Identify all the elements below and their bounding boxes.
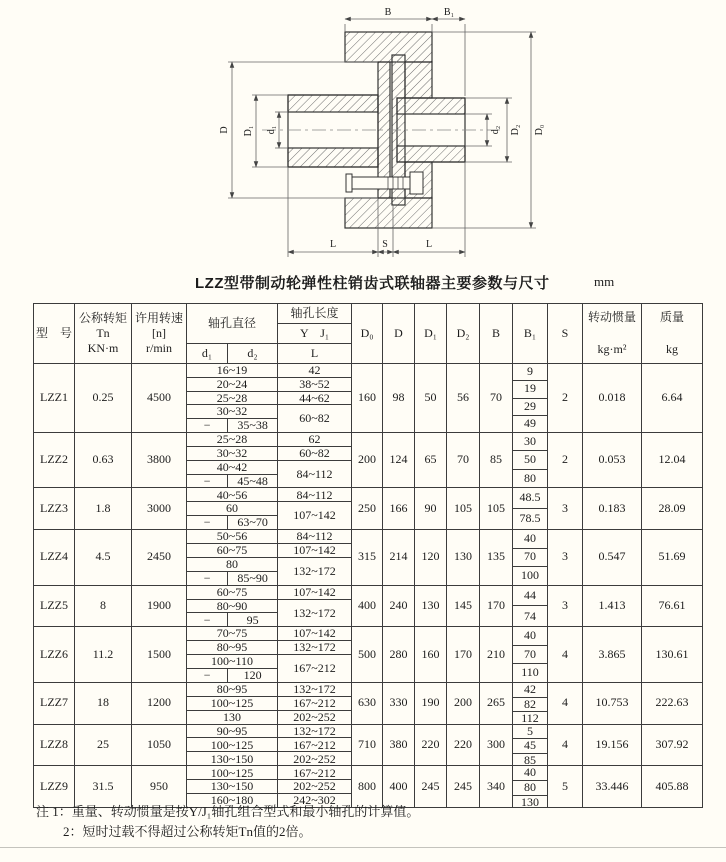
bore-length-value-cell: 44~62 bbox=[278, 391, 351, 405]
B1-value: 40 bbox=[513, 530, 547, 548]
bore-length-value-cell: 107~142 bbox=[293, 508, 336, 523]
bore-length-cell bbox=[187, 585, 352, 627]
S-cell: 5 bbox=[548, 766, 583, 808]
torque-cell: 1.8 bbox=[75, 488, 132, 530]
bore-range-cell: 25~28 bbox=[187, 391, 278, 405]
header-bore-length: 轴孔长度 bbox=[278, 304, 352, 324]
bore-d2-cell: 45~48 bbox=[228, 474, 278, 487]
B1-cell bbox=[513, 585, 548, 627]
header-inertia bbox=[583, 304, 642, 364]
bore-length-cell bbox=[187, 530, 352, 585]
S-cell: 3 bbox=[548, 488, 583, 530]
B1-value: 5 bbox=[513, 725, 547, 740]
D2-cell: 70 bbox=[447, 433, 480, 488]
model-cell: LZZ4 bbox=[34, 530, 75, 585]
bore-length-value-cell: 107~142 bbox=[278, 627, 351, 640]
bore-range-cell: 70~75 bbox=[187, 627, 278, 640]
bottom-rule bbox=[0, 847, 726, 848]
header-d2: d₂ bbox=[228, 344, 278, 364]
S-cell: 3 bbox=[548, 530, 583, 585]
bore-d1-cell: − bbox=[187, 419, 228, 432]
header-D1: D₁ bbox=[415, 304, 447, 364]
header-YJ1: Y J₁ bbox=[278, 324, 352, 344]
bore-length-cell bbox=[187, 627, 352, 682]
speed-cell: 3000 bbox=[132, 488, 187, 530]
bore-length-value-cell: 62 bbox=[278, 433, 351, 446]
B-cell: 340 bbox=[480, 766, 513, 808]
D1-cell: 160 bbox=[415, 627, 447, 682]
mass-cell: 307.92 bbox=[642, 724, 703, 766]
header-torque-line1: 公称转矩 bbox=[78, 311, 127, 325]
D1-cell: 245 bbox=[415, 766, 447, 808]
inertia-cell: 33.446 bbox=[583, 766, 642, 808]
bore-range-cell: 80~90 bbox=[187, 599, 278, 613]
speed-cell: 3800 bbox=[132, 433, 187, 488]
speed-cell: 1050 bbox=[132, 724, 187, 766]
B1-value: 100 bbox=[521, 567, 540, 582]
B-cell: 265 bbox=[480, 682, 513, 724]
B-cell: 70 bbox=[480, 364, 513, 433]
B1-value: 48.5 bbox=[513, 488, 547, 509]
bore-length-value-cell: 132~172 bbox=[293, 563, 336, 578]
B1-value: 44 bbox=[513, 586, 547, 607]
bore-length-value-cell: 60~82 bbox=[278, 446, 351, 460]
B1-cell bbox=[513, 724, 548, 766]
bore-length-value-cell: 42 bbox=[278, 364, 351, 377]
D0-cell: 500 bbox=[352, 627, 383, 682]
model-cell: LZZ5 bbox=[34, 585, 75, 627]
speed-cell: 4500 bbox=[132, 364, 187, 433]
header-L: L bbox=[278, 344, 352, 364]
bore-length-cell bbox=[187, 488, 352, 530]
B1-cell bbox=[513, 488, 548, 530]
bore-range-cell: 130 bbox=[187, 710, 278, 723]
model-cell: LZZ8 bbox=[34, 724, 75, 766]
table-row bbox=[34, 488, 703, 530]
D0-cell: 800 bbox=[352, 766, 383, 808]
mass-cell: 6.64 bbox=[642, 364, 703, 433]
mass-cell: 405.88 bbox=[642, 766, 703, 808]
S-cell: 4 bbox=[548, 682, 583, 724]
header-mass bbox=[642, 304, 703, 364]
unit-label: mm bbox=[594, 274, 615, 289]
D2-cell: 200 bbox=[447, 682, 480, 724]
bore-d2-cell: 35~38 bbox=[228, 419, 278, 432]
bore-length-cell bbox=[187, 364, 352, 433]
table-row bbox=[34, 627, 703, 682]
bore-d2-cell: 85~90 bbox=[228, 571, 278, 584]
inertia-cell: 0.183 bbox=[583, 488, 642, 530]
B1-value: 9 bbox=[513, 364, 547, 381]
D1-cell: 130 bbox=[415, 585, 447, 627]
bore-range-cell: 60~75 bbox=[187, 544, 278, 558]
inertia-cell: 10.753 bbox=[583, 682, 642, 724]
D1-cell: 220 bbox=[415, 724, 447, 766]
note-line-2: 2：短时过载不得超过公称转矩Tn值的2倍。 bbox=[63, 824, 312, 839]
spec-table-body bbox=[34, 364, 703, 808]
B1-value: 130 bbox=[521, 794, 540, 808]
bore-range-cell: 25~28 bbox=[187, 433, 278, 446]
inertia-cell: 0.018 bbox=[583, 364, 642, 433]
bore-d2-cell: 120 bbox=[228, 668, 278, 681]
bore-length-value-cell: 202~252 bbox=[293, 710, 336, 724]
bore-range-cell: 130~150 bbox=[187, 780, 278, 794]
D0-cell: 200 bbox=[352, 433, 383, 488]
table-row bbox=[34, 433, 703, 488]
B1-value: 112 bbox=[521, 711, 539, 725]
B1-value: 40 bbox=[513, 627, 547, 645]
bore-subtable bbox=[187, 586, 351, 627]
B1-value: 70 bbox=[513, 646, 547, 664]
B1-value: 70 bbox=[513, 549, 547, 567]
B1-substack bbox=[513, 488, 547, 529]
bore-subtable bbox=[187, 725, 351, 766]
bore-length-cell bbox=[187, 433, 352, 488]
B1-value: 49 bbox=[524, 415, 537, 430]
header-S: S bbox=[548, 304, 583, 364]
dim-B1-label: B₁ bbox=[443, 7, 455, 18]
bore-range-cell: 160~180 bbox=[187, 794, 278, 807]
model-cell: LZZ2 bbox=[34, 433, 75, 488]
bore-length-value-cell: 107~142 bbox=[278, 586, 351, 599]
bore-d1-cell: − bbox=[187, 516, 228, 529]
torque-cell: 25 bbox=[75, 724, 132, 766]
D1-cell: 90 bbox=[415, 488, 447, 530]
bore-range-cell: 16~19 bbox=[187, 364, 278, 377]
speed-cell: 1200 bbox=[132, 682, 187, 724]
header-mass-line2: kg bbox=[666, 341, 679, 356]
D-cell: 400 bbox=[383, 766, 415, 808]
model-cell: LZZ7 bbox=[34, 682, 75, 724]
D0-cell: 250 bbox=[352, 488, 383, 530]
torque-cell: 18 bbox=[75, 682, 132, 724]
bore-subtable bbox=[187, 530, 351, 584]
notes bbox=[36, 802, 696, 842]
bore-length-value-cell: 242~302 bbox=[293, 793, 336, 808]
speed-cell: 950 bbox=[132, 766, 187, 808]
D0-cell: 710 bbox=[352, 724, 383, 766]
B-cell: 135 bbox=[480, 530, 513, 585]
page-title: LZZ型带制动轮弹性柱销齿式联轴器主要参数与尺寸 bbox=[195, 275, 550, 292]
bore-subtable bbox=[187, 488, 351, 529]
D2-cell: 105 bbox=[447, 488, 480, 530]
D-cell: 166 bbox=[383, 488, 415, 530]
table-row bbox=[34, 724, 703, 766]
B1-substack bbox=[513, 627, 547, 681]
B1-value: 19 bbox=[513, 381, 547, 398]
bore-length-value-cell: 132~172 bbox=[278, 725, 351, 738]
B1-substack bbox=[513, 433, 547, 487]
mass-cell: 222.63 bbox=[642, 682, 703, 724]
header-inertia-line1: 转动惯量 bbox=[588, 309, 637, 324]
table-row bbox=[34, 682, 703, 724]
B1-value: 110 bbox=[521, 665, 539, 680]
D-cell: 214 bbox=[383, 530, 415, 585]
bore-range-cell: 100~110 bbox=[187, 655, 278, 669]
S-cell: 2 bbox=[548, 433, 583, 488]
bore-range-cell: 130~150 bbox=[187, 752, 278, 765]
inertia-cell: 0.053 bbox=[583, 433, 642, 488]
dim-S-label: S bbox=[382, 239, 388, 250]
dim-D1-label: D₁ bbox=[243, 125, 254, 137]
bore-length-value-cell: 60~82 bbox=[299, 411, 330, 426]
bore-range-cell: 40~42 bbox=[187, 460, 278, 474]
table-row bbox=[34, 530, 703, 585]
D2-cell: 245 bbox=[447, 766, 480, 808]
torque-cell: 8 bbox=[75, 585, 132, 627]
bore-length-value-cell: 132~172 bbox=[278, 683, 351, 696]
dim-d1-label: d₁ bbox=[266, 125, 277, 135]
coupling-diagram bbox=[0, 0, 726, 272]
bore-length-cell bbox=[187, 682, 352, 724]
mass-cell: 28.09 bbox=[642, 488, 703, 530]
table-row bbox=[34, 364, 703, 433]
bore-d2-cell: 63~70 bbox=[228, 516, 278, 529]
D0-cell: 160 bbox=[352, 364, 383, 433]
bore-range-cell: 90~95 bbox=[187, 725, 278, 738]
header-d1: d₁ bbox=[187, 344, 228, 364]
torque-cell: 31.5 bbox=[75, 766, 132, 808]
dim-D2-label: D₂ bbox=[510, 124, 521, 136]
bore-range-cell: 30~32 bbox=[187, 446, 278, 460]
header-D2: D₂ bbox=[447, 304, 480, 364]
D1-cell: 120 bbox=[415, 530, 447, 585]
mass-cell: 76.61 bbox=[642, 585, 703, 627]
B1-substack bbox=[513, 364, 547, 432]
speed-cell: 1500 bbox=[132, 627, 187, 682]
speed-cell: 2450 bbox=[132, 530, 187, 585]
torque-cell: 0.25 bbox=[75, 364, 132, 433]
inertia-cell: 0.547 bbox=[583, 530, 642, 585]
inertia-cell: 19.156 bbox=[583, 724, 642, 766]
dim-d2-label: d₂ bbox=[490, 125, 501, 135]
bore-subtable bbox=[187, 627, 351, 681]
B1-value: 30 bbox=[513, 433, 547, 451]
D2-cell: 145 bbox=[447, 585, 480, 627]
bore-length-value-cell: 84~112 bbox=[296, 466, 333, 481]
B1-value: 80 bbox=[524, 470, 537, 485]
bore-range-cell: 80~95 bbox=[187, 683, 278, 696]
B1-cell bbox=[513, 627, 548, 682]
speed-cell: 1900 bbox=[132, 585, 187, 627]
mass-cell: 51.69 bbox=[642, 530, 703, 585]
B1-value: 82 bbox=[513, 698, 547, 713]
header-speed-line2: [n] bbox=[152, 326, 166, 340]
D2-cell: 56 bbox=[447, 364, 480, 433]
B-cell: 300 bbox=[480, 724, 513, 766]
B1-substack bbox=[513, 683, 547, 724]
B-cell: 85 bbox=[480, 433, 513, 488]
bore-range-cell: 30~32 bbox=[187, 405, 278, 419]
bore-range-cell: 100~125 bbox=[187, 766, 278, 779]
inertia-cell: 3.865 bbox=[583, 627, 642, 682]
model-cell: LZZ6 bbox=[34, 627, 75, 682]
bore-length-value-cell: 202~252 bbox=[293, 751, 336, 766]
table-row bbox=[34, 585, 703, 627]
bore-range-cell: 80~95 bbox=[187, 641, 278, 655]
bore-d2-cell: 95 bbox=[228, 613, 278, 626]
bore-length-value-cell: 132~172 bbox=[278, 641, 351, 655]
D2-cell: 130 bbox=[447, 530, 480, 585]
D0-cell: 315 bbox=[352, 530, 383, 585]
bore-length-value-cell: 167~212 bbox=[293, 661, 336, 676]
header-D: D bbox=[383, 304, 415, 364]
D-cell: 124 bbox=[383, 433, 415, 488]
header-torque-line2: Tn bbox=[96, 326, 110, 340]
bore-range-cell: 20~24 bbox=[187, 377, 278, 391]
header-model: 型 号 bbox=[34, 304, 75, 364]
header-B: B bbox=[480, 304, 513, 364]
bore-subtable bbox=[187, 433, 351, 487]
header-mass-line1: 质量 bbox=[660, 309, 685, 324]
B1-value: 50 bbox=[513, 451, 547, 469]
bore-length-value-cell: 84~112 bbox=[278, 530, 351, 543]
D1-cell: 190 bbox=[415, 682, 447, 724]
S-cell: 2 bbox=[548, 364, 583, 433]
dim-D0-label: D₀ bbox=[534, 124, 545, 136]
B1-cell bbox=[513, 433, 548, 488]
dim-D-label: D bbox=[219, 126, 230, 134]
bore-d1-cell: − bbox=[187, 474, 228, 487]
D-cell: 240 bbox=[383, 585, 415, 627]
header-torque-line3: KN·m bbox=[87, 341, 119, 355]
B-cell: 210 bbox=[480, 627, 513, 682]
header-inertia-line2: kg·m² bbox=[597, 341, 627, 356]
header-speed-line3: r/min bbox=[146, 341, 172, 355]
B1-value: 42 bbox=[513, 683, 547, 698]
bore-length-cell bbox=[187, 724, 352, 766]
S-cell: 3 bbox=[548, 585, 583, 627]
D-cell: 380 bbox=[383, 724, 415, 766]
mass-cell: 12.04 bbox=[642, 433, 703, 488]
bore-subtable bbox=[187, 683, 351, 724]
B1-cell bbox=[513, 682, 548, 724]
mass-cell: 130.61 bbox=[642, 627, 703, 682]
B1-cell bbox=[513, 530, 548, 585]
bore-length-value-cell: 167~212 bbox=[278, 738, 351, 752]
bore-length-value-cell: 132~172 bbox=[293, 605, 336, 620]
model-cell: LZZ9 bbox=[34, 766, 75, 808]
B1-value: 80 bbox=[513, 781, 547, 796]
model-cell: LZZ1 bbox=[34, 364, 75, 433]
D-cell: 330 bbox=[383, 682, 415, 724]
B1-substack bbox=[513, 586, 547, 627]
bore-d1-cell: − bbox=[187, 668, 228, 681]
B1-value: 74 bbox=[524, 608, 537, 623]
D2-cell: 220 bbox=[447, 724, 480, 766]
bore-range-cell: 60~75 bbox=[187, 586, 278, 599]
header-bore-diameter: 轴孔直径 bbox=[187, 304, 278, 344]
D1-cell: 50 bbox=[415, 364, 447, 433]
bore-range-cell: 100~125 bbox=[187, 738, 278, 752]
header-speed-line1: 许用转速 bbox=[134, 311, 183, 325]
bore-range-cell: 40~56 bbox=[187, 488, 278, 501]
S-cell: 4 bbox=[548, 627, 583, 682]
D2-cell: 170 bbox=[447, 627, 480, 682]
bore-range-cell: 50~56 bbox=[187, 530, 278, 543]
note-line-1: 注 1：重量、转动惯量是按Y/J₁轴孔组合型式和最小轴孔的计算值。 bbox=[36, 804, 420, 819]
B-cell: 105 bbox=[480, 488, 513, 530]
header-speed bbox=[132, 304, 187, 364]
S-cell: 4 bbox=[548, 724, 583, 766]
B1-value: 85 bbox=[524, 753, 537, 766]
D1-cell: 65 bbox=[415, 433, 447, 488]
B1-value: 45 bbox=[513, 739, 547, 754]
bore-range-cell: 60 bbox=[187, 502, 278, 516]
torque-cell: 11.2 bbox=[75, 627, 132, 682]
D0-cell: 630 bbox=[352, 682, 383, 724]
bore-range-cell: 80 bbox=[187, 557, 278, 571]
B1-cell bbox=[513, 364, 548, 433]
D-cell: 280 bbox=[383, 627, 415, 682]
B1-value: 40 bbox=[513, 766, 547, 781]
torque-cell: 0.63 bbox=[75, 433, 132, 488]
B1-substack bbox=[513, 725, 547, 766]
bore-length-value-cell: 202~252 bbox=[278, 780, 351, 794]
bore-subtable bbox=[187, 364, 351, 432]
dim-L-left-label: L bbox=[329, 239, 337, 250]
bore-length-value-cell: 84~112 bbox=[278, 488, 351, 501]
bore-d1-cell: − bbox=[187, 571, 228, 584]
D0-cell: 400 bbox=[352, 585, 383, 627]
bore-length-value-cell: 107~142 bbox=[278, 544, 351, 558]
dim-B-label: B bbox=[384, 7, 392, 18]
bore-length-value-cell: 167~212 bbox=[278, 696, 351, 710]
header-torque bbox=[75, 304, 132, 364]
B1-value: 78.5 bbox=[519, 511, 541, 526]
torque-cell: 4.5 bbox=[75, 530, 132, 585]
B1-value: 29 bbox=[513, 399, 547, 416]
header-B1: B₁ bbox=[513, 304, 548, 364]
bore-length-value-cell: 38~52 bbox=[278, 377, 351, 391]
D-cell: 98 bbox=[383, 364, 415, 433]
bore-d1-cell: − bbox=[187, 613, 228, 626]
model-cell: LZZ3 bbox=[34, 488, 75, 530]
header-D0: D₀ bbox=[352, 304, 383, 364]
B-cell: 170 bbox=[480, 585, 513, 627]
bore-length-value-cell: 167~212 bbox=[278, 766, 351, 779]
spec-table bbox=[33, 303, 703, 808]
dim-L-right-label: L bbox=[425, 239, 433, 250]
left-hub-section bbox=[288, 95, 378, 167]
bore-range-cell: 100~125 bbox=[187, 696, 278, 710]
B1-substack bbox=[513, 530, 547, 584]
inertia-cell: 1.413 bbox=[583, 585, 642, 627]
